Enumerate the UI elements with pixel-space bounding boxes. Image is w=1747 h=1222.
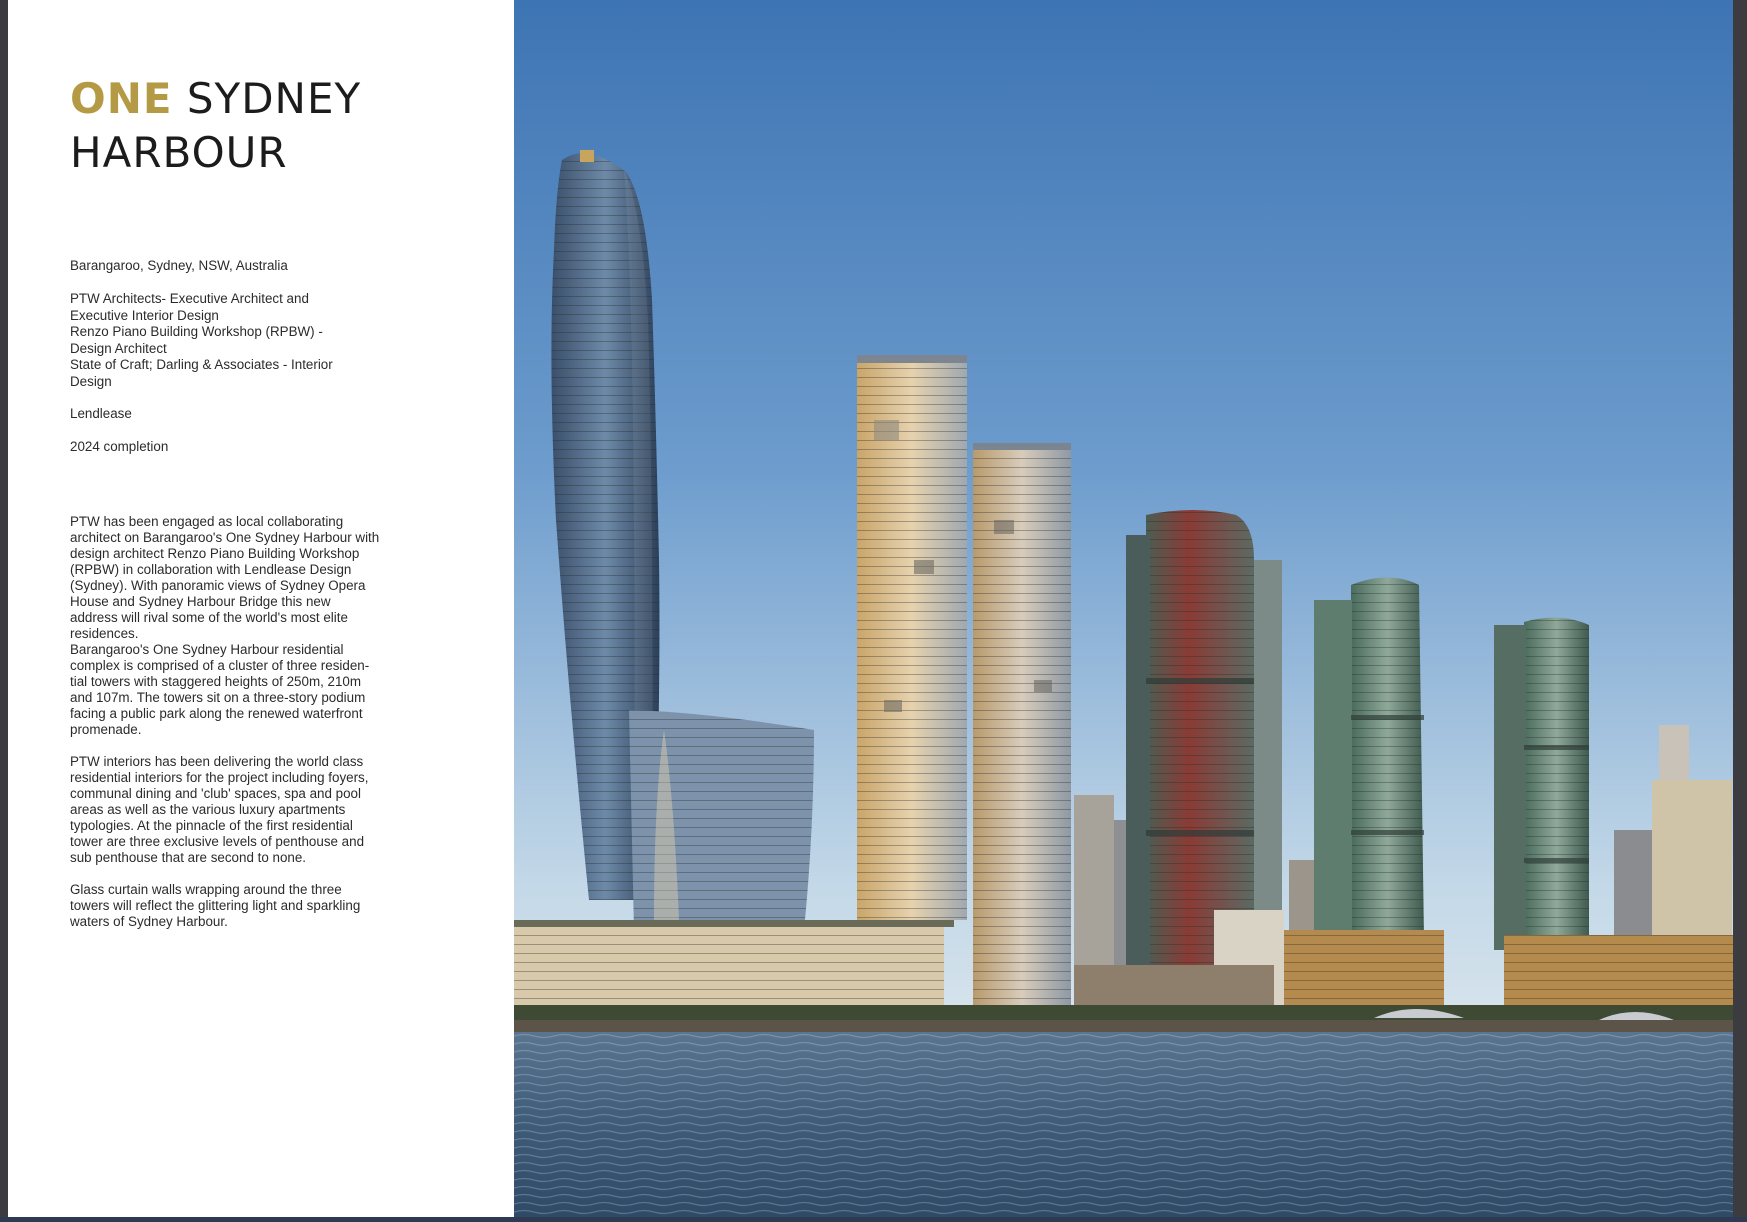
viewer-bottom-strip: [0, 1217, 1747, 1222]
skyline-photo: [514, 0, 1733, 1217]
project-completion: 2024 completion: [70, 439, 169, 454]
project-client: Lendlease: [70, 406, 132, 421]
brochure-spread: [8, 0, 1733, 1217]
title-accent-word: ONE: [70, 74, 173, 123]
title-line1-rest: SYDNEY: [172, 74, 362, 123]
body-paragraph: PTW interiors has been delivering the world class residential interiors for the project including foyers, communal dining and 'club' spaces, spa and pool areas as well as the various luxury apartments typologies. At the pinnacle of the first residential tower are three exclusive levels of penthouse and sub penthouse that are second to none.: [70, 754, 369, 865]
body-paragraph: Glass curtain walls wrapping around the three towers will reflect the glittering light and sparkling waters of Sydney Harbour.: [70, 882, 361, 929]
text-panel: [8, 0, 514, 1217]
body-paragraph: PTW has been engaged as local collaborating architect on Barangaroo's One Sydney Harbour with design architect Renzo Piano Building Workshop (RPBW) in collaboration with Lendlease Design (Sydney). With panoramic views of Sydney Opera House and Sydney Harbour Bridge this new address will rival some of the world's most elite residences.: [70, 514, 380, 641]
title-line2: HARBOUR: [70, 128, 288, 177]
project-title: [70, 72, 361, 180]
credit-line: Executive Interior Design: [70, 307, 219, 323]
skyline-illustration: [514, 0, 1733, 1217]
credit-line: Renzo Piano Building Workshop (RPBW) -: [70, 324, 323, 339]
credit-line: Design: [70, 373, 112, 389]
credit-line: PTW Architects- Executive Architect and: [70, 291, 309, 306]
project-credits: [70, 291, 370, 390]
credit-line: Design Architect: [70, 340, 167, 356]
project-location: Barangaroo, Sydney, NSW, Australia: [70, 258, 288, 273]
credit-line: State of Craft; Darling & Associates - Interior: [70, 357, 333, 372]
body-paragraph: Barangaroo's One Sydney Harbour residential complex is comprised of a cluster of three residen-tial towers with staggered heights of 250m, 210m and 107m. The towers sit on a three-story podium facing a public park along the renewed waterfront promenade.: [70, 642, 370, 737]
